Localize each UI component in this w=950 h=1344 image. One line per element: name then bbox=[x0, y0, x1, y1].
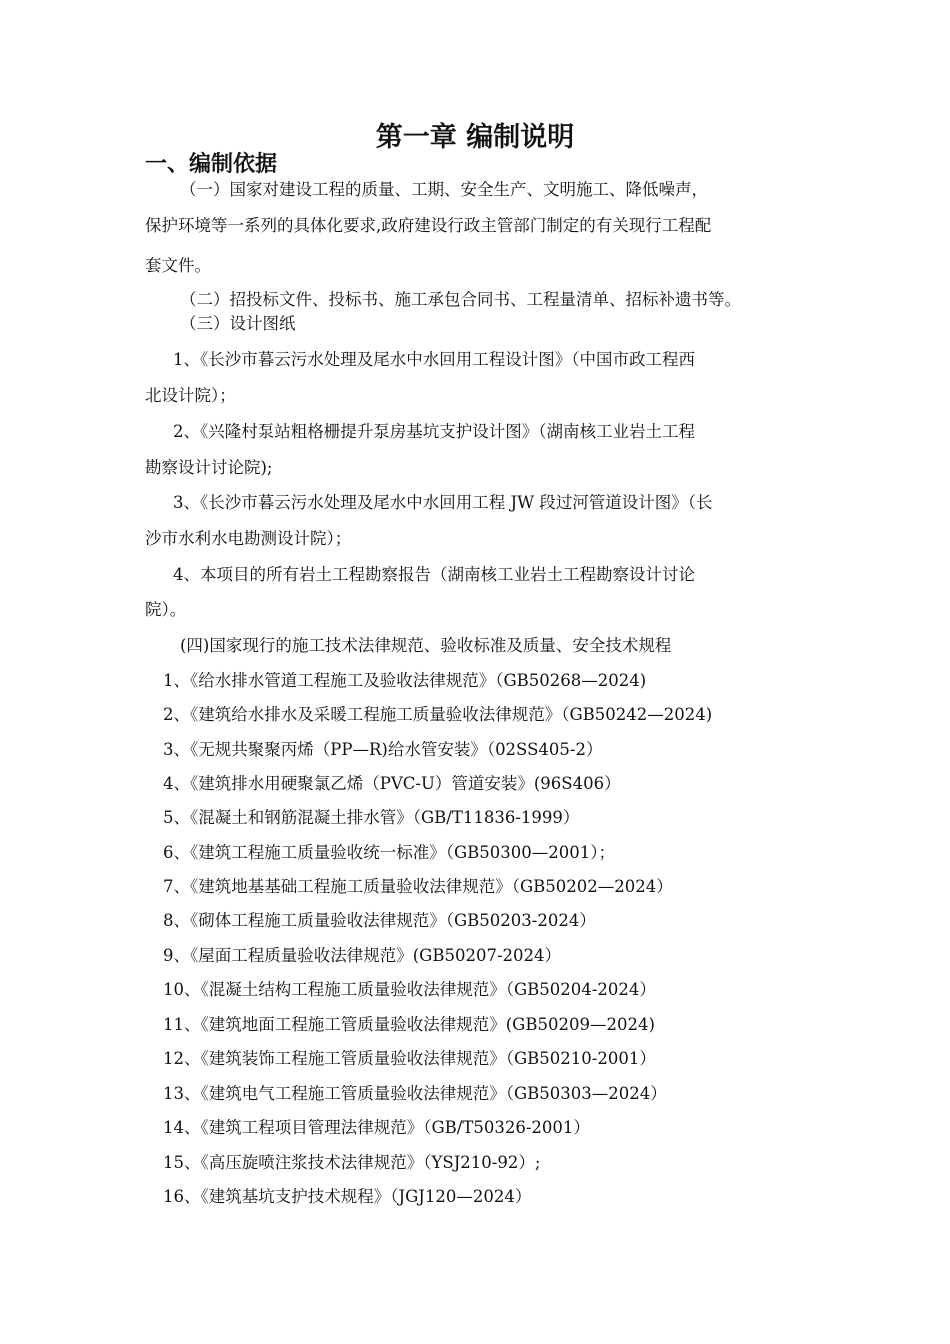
standard-list-item: 6、《建筑工程施工质量验收统一标准》（GB50300—2001）； bbox=[163, 843, 616, 862]
standard-list-item: 15、《高压旋喷注浆技术法律规范》（YSJ210-92）; bbox=[163, 1153, 541, 1172]
list-item: 4、本项目的所有岩土工程勘察报告（湖南核工业岩土工程勘察设计讨论 bbox=[173, 565, 695, 584]
list-item: 1、《长沙市暮云污水处理及尾水中水回用工程设计图》（中国市政工程西 bbox=[173, 350, 695, 369]
standard-list-item: 11、《建筑地面工程施工管质量验收法律规范》(GB50209—2024) bbox=[163, 1015, 655, 1034]
paragraph-line: （二）招投标文件、投标书、施工承包合同书、工程量清单、招标补遗书等。 bbox=[180, 290, 741, 309]
standard-list-item: 8、《砌体工程施工质量验收法律规范》（GB50203-2024） bbox=[163, 911, 596, 930]
standard-list-item: 16、《建筑基坑支护技术规程》（JGJ120—2024） bbox=[163, 1187, 532, 1206]
paragraph-line: （三）设计图纸 bbox=[180, 314, 296, 333]
paragraph-line: （一）国家对建设工程的质量、工期、安全生产、文明施工、降低噪声， bbox=[180, 180, 708, 199]
standard-list-item: 13、《建筑电气工程施工管质量验收法律规范》（GB50303—2024） bbox=[163, 1084, 667, 1103]
standard-list-item: 1、《给水排水管道工程施工及验收法律规范》（GB50268—2024) bbox=[163, 671, 647, 690]
list-item-continuation: 院）。 bbox=[145, 600, 187, 619]
list-item-continuation: 沙市水利水电勘测设计院）； bbox=[145, 529, 352, 548]
list-item: 3、《长沙市暮云污水处理及尾水中水回用工程 JW 段过河管道设计图》（长 bbox=[173, 493, 713, 512]
paragraph-line: (四)国家现行的施工技术法律规范、验收标准及质量、安全技术规程 bbox=[180, 636, 672, 655]
list-item-continuation: 北设计院）； bbox=[145, 386, 236, 405]
section-heading: 一、编制依据 bbox=[145, 152, 278, 177]
list-item-continuation: 勘察设计讨论院); bbox=[145, 458, 273, 477]
standard-list-item: 12、《建筑装饰工程施工管质量验收法律规范》（GB50210-2001） bbox=[163, 1049, 656, 1068]
standard-list-item: 9、《屋面工程质量验收法律规范》(GB50207-2024） bbox=[163, 946, 562, 965]
standard-list-item: 2、《建筑给水排水及采暖工程施工质量验收法律规范》（GB50242—2024) bbox=[163, 705, 713, 724]
standard-list-item: 14、《建筑工程项目管理法律规范》（GB/T50326-2001） bbox=[163, 1118, 590, 1137]
paragraph-line: 套文件。 bbox=[145, 256, 211, 275]
standard-list-item: 7、《建筑地基基础工程施工质量验收法律规范》（GB50202—2024） bbox=[163, 877, 673, 896]
page-title: 第一章 编制说明 bbox=[375, 122, 575, 153]
list-item: 2、《兴隆村泵站粗格栅提升泵房基坑支护设计图》（湖南核工业岩土工程 bbox=[173, 422, 695, 441]
standard-list-item: 10、《混凝土结构工程施工质量验收法律规范》（GB50204-2024） bbox=[163, 980, 656, 999]
standard-list-item: 5、《混凝土和钢筋混凝土排水管》（GB/T11836-1999） bbox=[163, 808, 580, 827]
standard-list-item: 4、《建筑排水用硬聚氯乙烯（PVC-U）管道安装》(96S406） bbox=[163, 774, 621, 793]
paragraph-line: 保护环境等一系列的具体化要求,政府建设行政主管部门制定的有关现行工程配 bbox=[145, 216, 712, 235]
standard-list-item: 3、《无规共聚聚丙烯（PP—R)给水管安装》（02SS405-2） bbox=[163, 740, 603, 759]
